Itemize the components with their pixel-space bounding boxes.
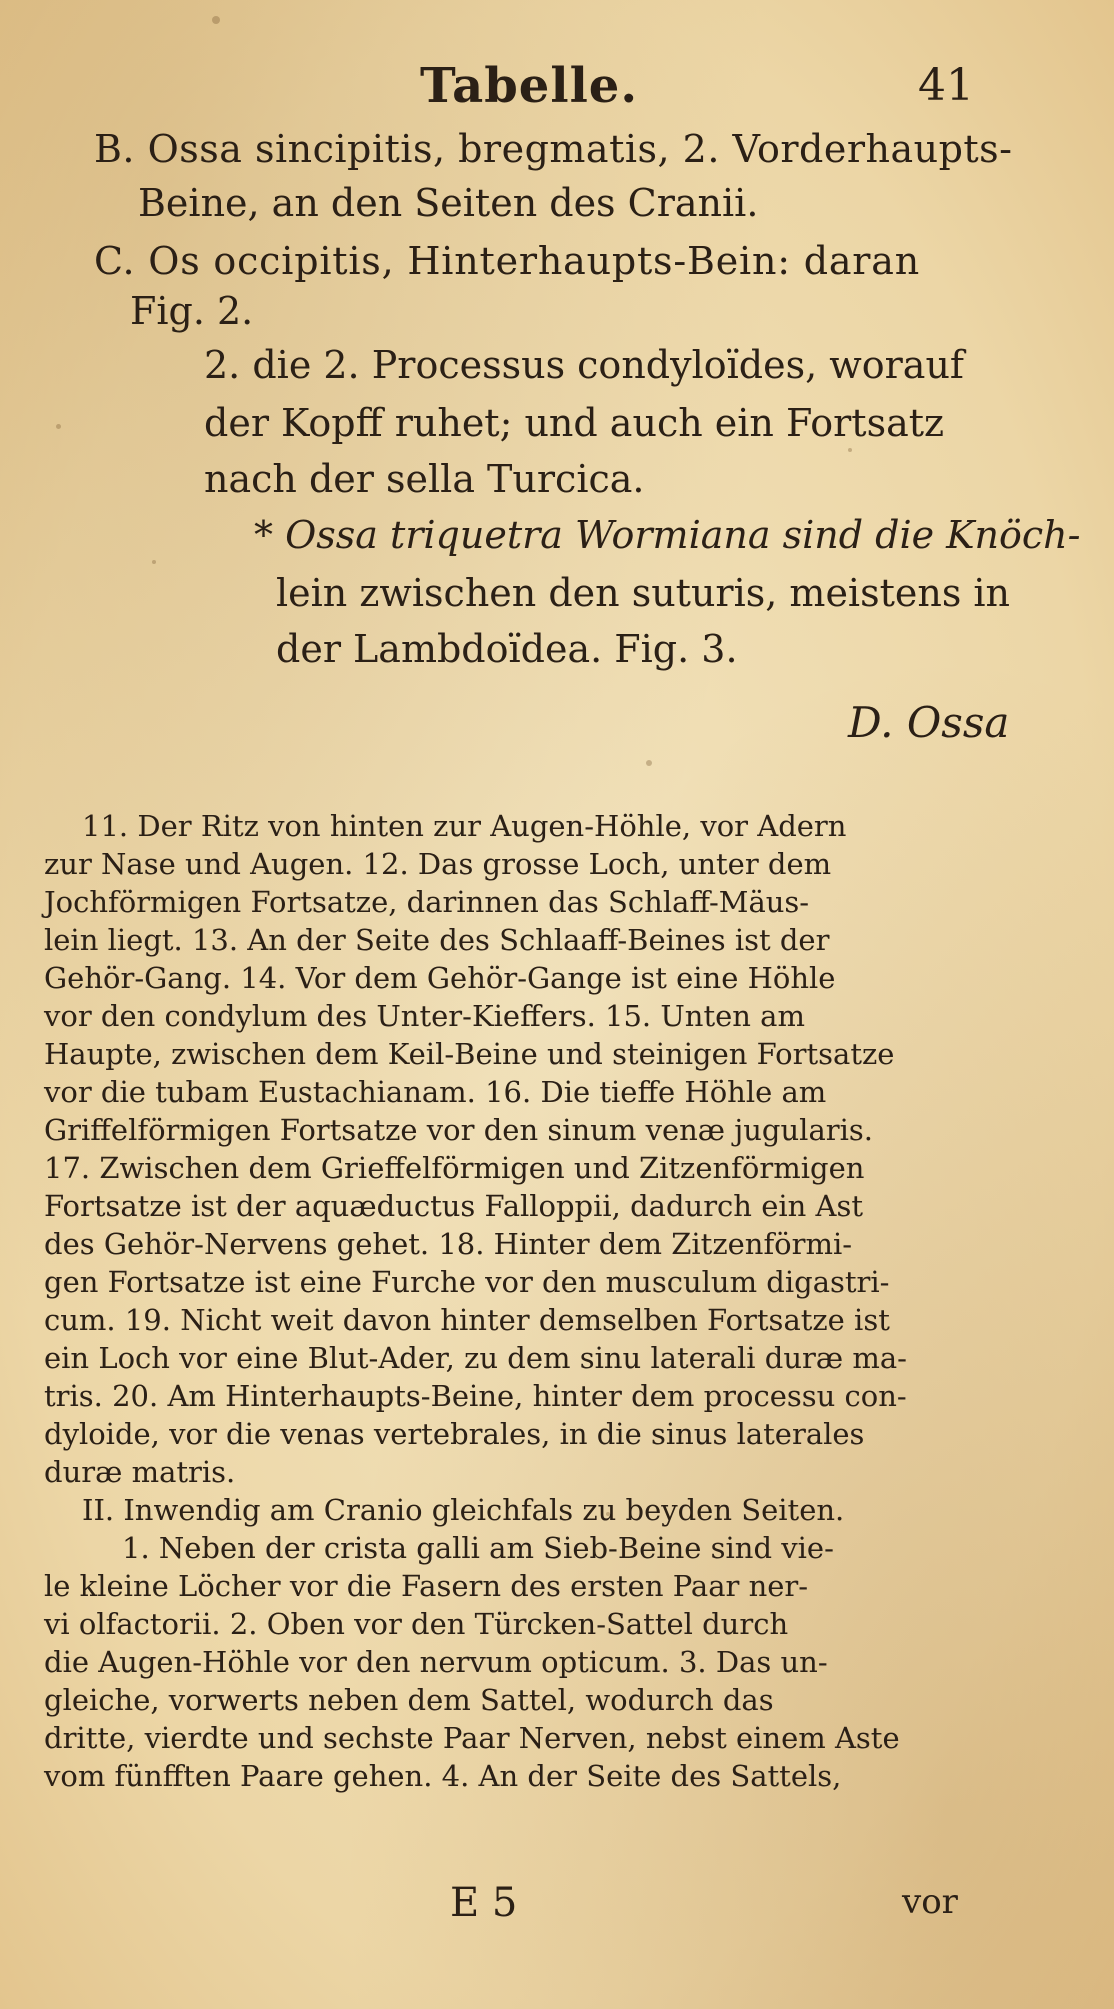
text-line: der Lambdoïdea. Fig. 3. bbox=[276, 627, 738, 671]
text-line: 2. die 2. Processus condyloïdes, worauf bbox=[204, 343, 964, 387]
text-line: II. Inwendig am Cranio gleichfals zu beyden Seiten. bbox=[82, 1493, 845, 1527]
text-line: B. Ossa sincipitis, bregmatis, 2. Vorderhaupts- bbox=[94, 127, 1013, 171]
text-line: Griffelförmigen Fortsatze vor den sinum venæ jugularis. bbox=[44, 1113, 873, 1147]
text-line: zur Nase und Augen. 12. Das grosse Loch, unter dem bbox=[44, 847, 832, 881]
ink-speck bbox=[646, 760, 652, 766]
text-line: des Gehör-Nervens gehet. 18. Hinter dem Zitzenförmi- bbox=[44, 1227, 853, 1261]
text-line: vor den condylum des Unter-Kieffers. 15. Unten am bbox=[44, 999, 805, 1033]
text-line: vi olfactorii. 2. Oben vor den Türcken-Sattel durch bbox=[44, 1607, 789, 1641]
text-line: C. Os occipitis, Hinterhaupts-Bein: daran bbox=[94, 239, 920, 283]
text-line: 17. Zwischen dem Grieffelförmigen und Zitzenförmigen bbox=[44, 1151, 865, 1185]
text-line: 1. Neben der crista galli am Sieb-Beine sind vie- bbox=[122, 1531, 834, 1565]
text-line: vor die tubam Eustachianam. 16. Die tieffe Höhle am bbox=[44, 1075, 827, 1109]
bottom-catchword: vor bbox=[902, 1882, 958, 1922]
ink-speck bbox=[848, 448, 852, 452]
text-line: gleiche, vorwerts neben dem Sattel, wodurch das bbox=[44, 1683, 774, 1717]
text-line: Fig. 2. bbox=[130, 289, 254, 333]
text-line: Gehör-Gang. 14. Vor dem Gehör-Gange ist eine Höhle bbox=[44, 961, 836, 995]
text-line: dyloide, vor die venas vertebrales, in die sinus laterales bbox=[44, 1417, 865, 1451]
running-title: Tabelle. bbox=[420, 58, 639, 114]
text-line: gen Fortsatze ist eine Furche vor den musculum digastri- bbox=[44, 1265, 890, 1299]
page-number: 41 bbox=[918, 60, 974, 111]
text-line: vom fünfften Paare gehen. 4. An der Seite des Sattels, bbox=[44, 1759, 842, 1793]
ink-speck bbox=[152, 560, 156, 564]
text-line: duræ matris. bbox=[44, 1455, 236, 1489]
text-line: tris. 20. Am Hinterhaupts-Beine, hinter dem processu con- bbox=[44, 1379, 907, 1413]
text-line: der Kopff ruhet; und auch ein Fortsatz bbox=[204, 401, 945, 445]
text-line: lein liegt. 13. An der Seite des Schlaaff-Beines ist der bbox=[44, 923, 830, 957]
text-line: cum. 19. Nicht weit davon hinter demselben Fortsatze ist bbox=[44, 1303, 890, 1337]
text-line: le kleine Löcher vor die Fasern des ersten Paar ner- bbox=[44, 1569, 809, 1603]
text-line: Jochförmigen Fortsatze, darinnen das Schlaff-Mäus- bbox=[44, 885, 810, 919]
signature-mark: E 5 bbox=[450, 1880, 518, 1926]
text-line: lein zwischen den suturis, meistens in bbox=[276, 571, 1011, 615]
text-line: Fortsatze ist der aquæductus Falloppii, dadurch ein Ast bbox=[44, 1189, 864, 1223]
text-line: Haupte, zwischen dem Keil-Beine und steinigen Fortsatze bbox=[44, 1037, 895, 1071]
text-line: die Augen-Höhle vor den nervum opticum. 3. Das un- bbox=[44, 1645, 828, 1679]
text-line: dritte, vierdte und sechste Paar Nerven, nebst einem Aste bbox=[44, 1721, 900, 1755]
ink-speck bbox=[212, 16, 220, 24]
text-line: Beine, an den Seiten des Cranii. bbox=[138, 181, 759, 225]
text-line: 11. Der Ritz von hinten zur Augen-Höhle, vor Adern bbox=[82, 809, 847, 843]
catchword: D. Ossa bbox=[848, 698, 1010, 747]
text-line: * Ossa triquetra Wormiana sind die Knöch- bbox=[254, 513, 1081, 557]
text-line: ein Loch vor eine Blut-Ader, zu dem sinu laterali duræ ma- bbox=[44, 1341, 907, 1375]
text-line: nach der sella Turcica. bbox=[204, 457, 645, 501]
page-header bbox=[0, 58, 1114, 118]
ink-speck bbox=[56, 424, 61, 429]
